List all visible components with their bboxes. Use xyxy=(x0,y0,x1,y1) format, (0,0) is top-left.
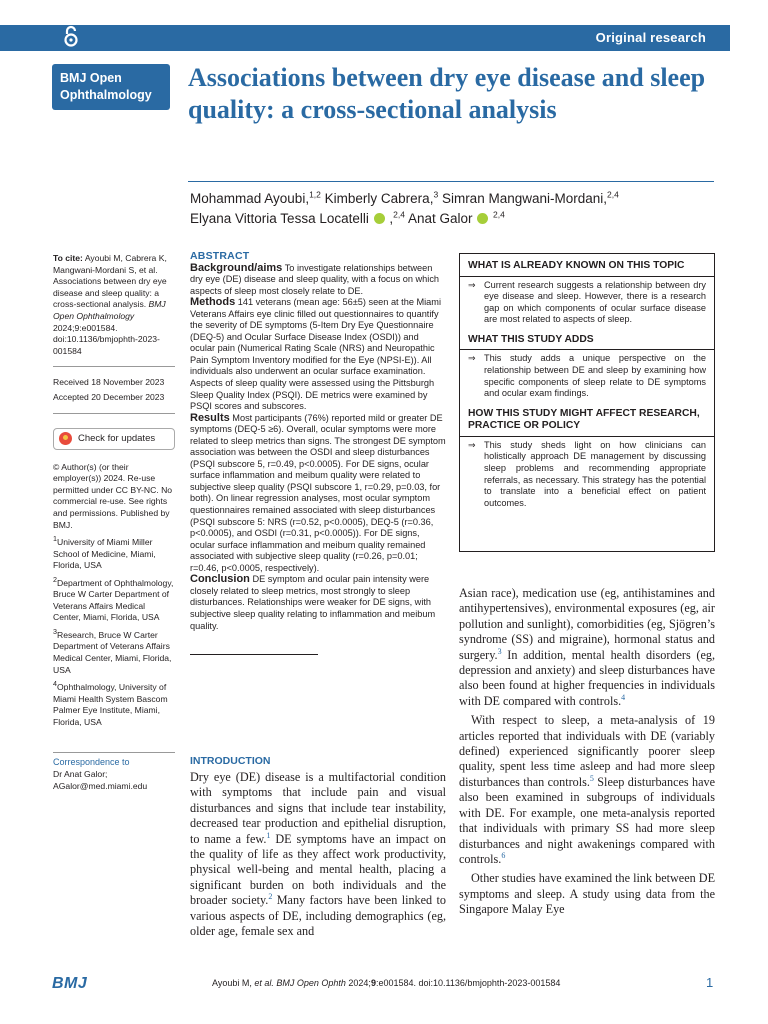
crossmark-icon xyxy=(59,432,72,445)
reference-link[interactable]: 2 xyxy=(268,892,273,902)
affiliation-item: $^2$Department of Ophthalmology, Bruce W Carter Department of Veterans Affairs Medical Center, Miami, Florida, USA xyxy=(53,575,174,623)
sidebar-divider xyxy=(53,413,175,414)
abstract-divider xyxy=(190,654,318,655)
body-column-left xyxy=(190,770,446,939)
author-name[interactable]: Anat Galor xyxy=(404,211,473,226)
bmj-logo[interactable]: BMJ xyxy=(52,975,88,992)
affiliation-marker: 2,4 xyxy=(493,209,505,220)
received-date: Received 18 November 2023 xyxy=(53,377,165,388)
key-item xyxy=(468,440,706,510)
author-name[interactable]: Mohammad Ayoubi, xyxy=(190,191,310,206)
key-text: This study sheds light on how clinicians can holistically approach DE management by discussing sleep problems and recommending appropriate referrals, as necessary. This strategy has the potential to translate into a beneficial effect on patient outcomes. xyxy=(484,439,706,508)
key-item xyxy=(468,353,706,399)
key-text: This study adds a unique perspective on the relationship between DE and sleep by examining how specific components of sleep relate to DE symptoms and ocular exam findings. xyxy=(484,353,706,399)
copyright-notice: © Author(s) (or their employer(s)) 2024. Re-use permitted under CC BY-NC. No commercial re-use. See rights and permissions. Published by BMJ. xyxy=(53,461,173,530)
author-name[interactable]: Elyana Vittoria Tessa Locatelli xyxy=(190,211,369,226)
key-heading-impact: HOW THIS STUDY MIGHT AFFECT RESEARCH, PRACTICE OR POLICY xyxy=(468,407,700,432)
abstract-section xyxy=(190,251,446,655)
key-divider xyxy=(460,436,714,437)
body-paragraph: Dry eye (DE) disease is a multifactorial condition with symptoms that include pain and visual disturbances and signs that include tear instability, decreased tear production and epithelial disruption, to name a few.$^1$ DE symptoms have an impact on the quality of life as they affect work productivity, physical well-being and mental health, placing a significant burden on both individuals and the broader society.$^2$ Many factors have been linked to various aspects of DE, including demographics (eg, older age, female sex and xyxy=(190,770,446,939)
open-access-icon xyxy=(62,25,80,49)
arrow-right-icon: ⇒ xyxy=(468,279,476,290)
abstract-methods: Methods 141 veterans (mean age: 56±5) seen at the Miami Veterans Affairs eye clinic filled out questionnaires to quantify the severity of DE symptoms (5-Item Dry Eye Questionnaire (DEQ-5) and Ocular Surface Disease Index (OSDI)) and ocular pain (Numerical Rating Scale (NRS) and Neuropathic Pain Symptom Inventory modified for the Eye (NPSI-E)). All individuals also underwent an ocular surface examination. Aspects of sleep quality were assessed using the Pittsburgh Sleep Quality Index (PSQI). DE metrics were examined by PSQI scores and subscores. xyxy=(190,296,441,412)
key-heading-known: WHAT IS ALREADY KNOWN ON THIS TOPIC xyxy=(468,260,685,271)
journal-logo[interactable] xyxy=(52,64,170,110)
body-paragraph: Asian race), medication use (eg, antihistamines and antihypertensives), environmental exposures (eg, air pollution and sunlight), comorbidities (eg, Sjögren’s syndrome (SS) and migraine), hormonal status and surgery.$^3$ In addition, mental health disorders (eg, depression and anxiety) and sleep disturbances have also been found at higher frequencies in individuals with DE compared with controls.$^4$ xyxy=(459,586,715,708)
section-label: Original research xyxy=(595,30,706,45)
affiliation-marker: 3 xyxy=(433,189,439,200)
journal-name-line1: BMJ Open xyxy=(60,71,122,85)
body-paragraph: With respect to sleep, a meta-analysis of 19 articles reported that individuals with DE (variably defined) experienced significantly poorer sleep quality, spent less time asleep and had more sleep disturbances than controls.$^5$ Sleep disturbances have also been examined in subgroups of individuals with DE. For example, one meta-analysis reported that individuals with primary SS had more sleep disturbances and night awakenings compared with controls.$^6$ xyxy=(459,713,715,866)
sidebar-divider xyxy=(53,366,175,367)
check-for-updates-button[interactable] xyxy=(53,428,175,450)
affiliation-item: $^4$Ophthalmology, University of Miami Health System Bascom Palmer Eye Institute, Miami, Florida, USA xyxy=(53,680,168,727)
arrow-right-icon: ⇒ xyxy=(468,439,476,450)
author-list: Mohammad Ayoubi,$^{1,2}$ Kimberly Cabrera,$^3$ Simran Mangwani-Mordani,$^{2,4}$ Elyana Vittoria Tessa Locatelli ,$^{2,4}$ Anat Galor $^{2,4}$ xyxy=(190,189,619,226)
affiliation-marker: 2,4 xyxy=(607,189,619,200)
author-name[interactable]: Simran Mangwani-Mordani, xyxy=(438,191,608,206)
introduction-heading: INTRODUCTION xyxy=(190,755,271,767)
title-divider xyxy=(188,181,714,182)
body-column-right xyxy=(459,586,715,922)
key-messages-box xyxy=(459,253,715,552)
abstract-results: Results Most participants (76%) reported mild or greater DE symptoms (DEQ-5 ≥6). Overall, ocular symptoms were more related to sleep metrics than signs. The strongest DE symptom association was between the OSDI and sleep disturbances (PSQI subscore 5, r=0.49, p<0.0005). For DE signs, ocular surface inflammation and meibum quality were related to subjective sleep quality (PSQI subscore 1, r=0.29, p=0.03, for both). On linear regression analyses, most ocular symptom questionnaires remained associated with sleep disturbances (PSQI subscore 5: NRS (r=0.52, p<0.0005), DEQ-5 (r=0.36, p<0.0005), and OSDI (r=0.31, p<0.0005)). For DE signs, ocular surface inflammation and meibum quality remained associated with subjective sleep quality (r=0.26, p=0.01; r=0.46, p<0.0005, respectively). xyxy=(190,411,446,573)
key-divider xyxy=(460,276,714,277)
body-paragraph: Other studies have examined the link between DE symptoms and sleep. A study using data from the Singapore Malay Eye xyxy=(459,871,716,917)
affiliation-marker: 2,4 xyxy=(393,209,405,220)
citation-journal: BMJ Open Ophthalmology xyxy=(53,299,166,321)
arrow-right-icon: ⇒ xyxy=(468,353,476,364)
abstract-conclusion: Conclusion DE symptom and ocular pain intensity were closely related to sleep metrics, most strongly to sleep disturbances. Relationships were weaker for DE signs, with subjective sleep quality relating to inflammation and meibum quality. xyxy=(190,573,436,631)
citation-label: To cite: xyxy=(53,253,83,263)
article-sidebar xyxy=(53,253,175,795)
accepted-date: Accepted 20 December 2023 xyxy=(53,391,165,402)
reference-link[interactable]: 3 xyxy=(497,646,502,656)
journal-name-line2: Ophthalmology xyxy=(60,88,152,102)
key-heading-adds: WHAT THIS STUDY ADDS xyxy=(468,333,594,345)
author-name[interactable]: Kimberly Cabrera, xyxy=(320,191,434,206)
affiliation-marker: 1,2 xyxy=(309,189,321,200)
reference-link[interactable]: 5 xyxy=(589,773,594,783)
article-title: Associations between dry eye disease and sleep quality: a cross-sectional analysis xyxy=(188,63,706,124)
orcid-icon[interactable] xyxy=(477,213,488,224)
citation-doi[interactable]: 2024;9:e001584. doi:10.1136/bmjophth-2023-001584 xyxy=(53,322,160,356)
affiliation-item: $^1$University of Miami Miller School of Medicine, Miami, Florida, USA xyxy=(53,535,156,571)
key-item xyxy=(468,280,706,326)
affiliation-item: $^3$Research, Bruce W Carter Department of Veterans Affairs Medical Center, Miami, Florida, USA xyxy=(53,627,172,675)
correspondence-heading: Correspondence to xyxy=(53,752,175,769)
abstract-background: Background/aims To investigate relationships between dry eye (DE) disease and sleep quality, with a focus on which aspects of sleep most closely relate to DE. xyxy=(190,261,440,296)
page-number: 1 xyxy=(706,975,714,990)
citation-text: Ayoubi M, Cabrera K, Mangwani-Mordani S, et al. Associations between dry eye disease and sleep quality: a cross-sectional analysis. xyxy=(53,253,167,310)
footer-citation: Ayoubi M, et al. BMJ Open Ophth 2024;9:e001584. doi:10.1136/bmjophth-2023-001584 xyxy=(212,978,561,988)
reference-link[interactable]: 6 xyxy=(501,850,506,860)
key-text: Current research suggests a relationship between dry eye disease and sleep. However, there is a research gap on which components of ocular surface disease are most related to aspects of sleep. xyxy=(484,279,706,325)
correspondence-text[interactable]: Dr Anat Galor; AGalor@med.miami.edu xyxy=(53,769,148,791)
orcid-icon[interactable] xyxy=(374,213,385,224)
reference-link[interactable]: 1 xyxy=(266,830,271,840)
key-divider xyxy=(460,349,714,350)
reference-link[interactable]: 4 xyxy=(621,692,626,702)
check-for-updates-label: Check for updates xyxy=(78,432,156,444)
citation-block xyxy=(53,253,175,357)
abstract-heading: ABSTRACT xyxy=(190,250,250,262)
